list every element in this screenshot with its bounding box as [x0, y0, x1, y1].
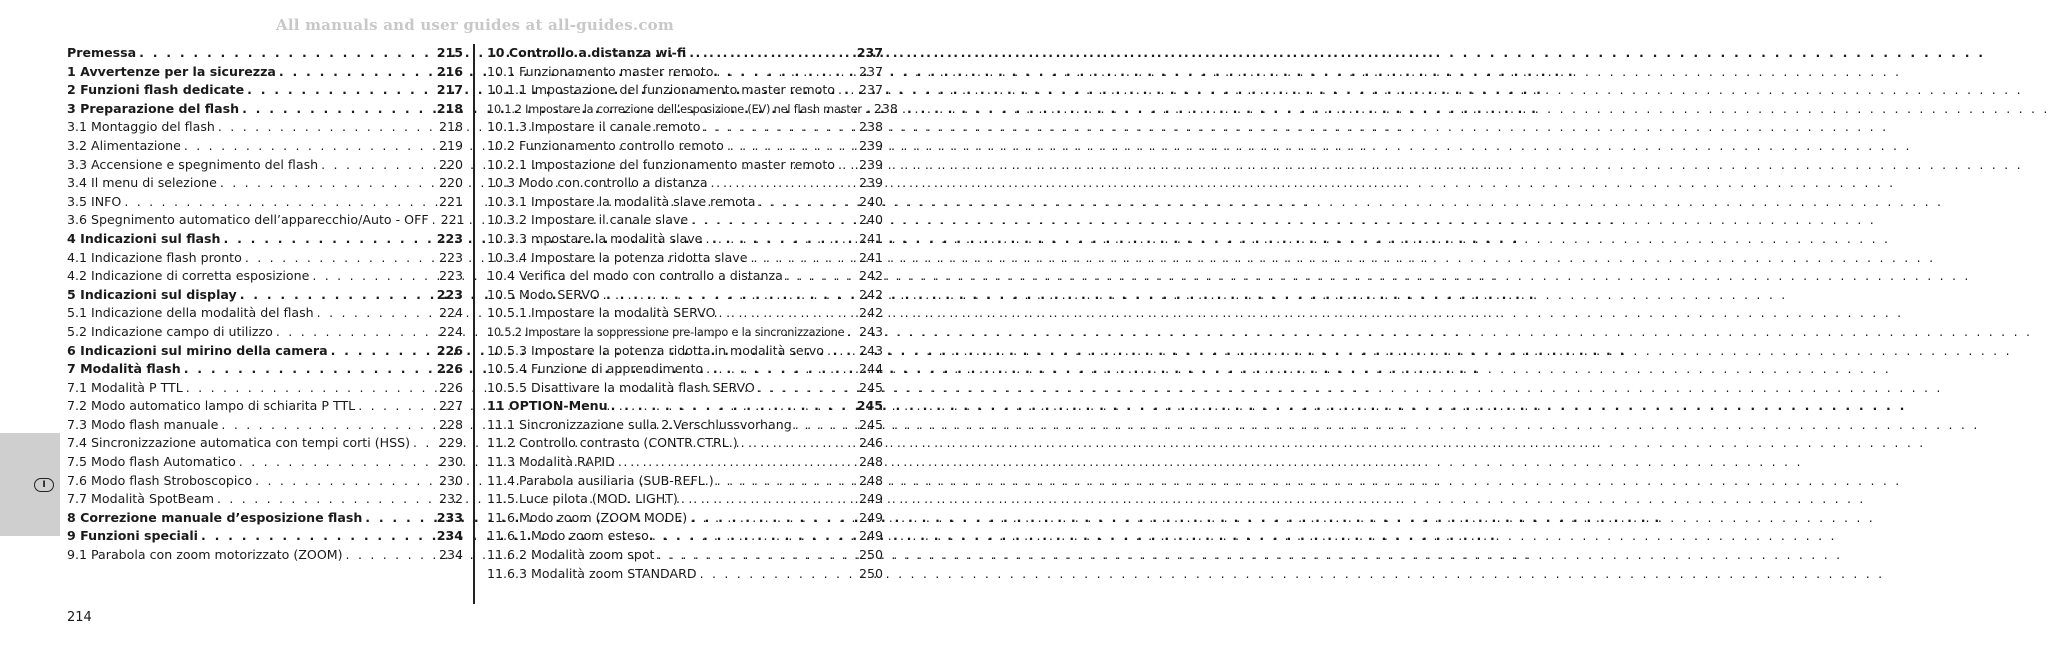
toc-leader-dots	[727, 137, 856, 156]
toc-entry[interactable]	[67, 509, 463, 528]
toc-leader-dots	[847, 323, 856, 342]
toc-leader-dots	[611, 397, 854, 416]
toc-entry-title: 10.1.1 Impostazione del funzionamento master remoto	[487, 82, 835, 98]
toc-entry-page: 241	[858, 249, 883, 265]
toc-entry[interactable]	[487, 44, 883, 63]
toc-leader-dots	[706, 360, 856, 379]
toc-entry-page: 238	[873, 100, 898, 116]
toc-entry-page: 250	[858, 565, 883, 581]
toc-entry-title: 10.1.3 Impostare il canale remoto	[487, 119, 701, 135]
toc-entry[interactable]	[67, 490, 463, 509]
language-badge: I	[34, 478, 54, 492]
toc-entry[interactable]	[67, 397, 463, 416]
toc-entry[interactable]	[67, 118, 463, 137]
toc-entry-title: 9.1 Parabola con zoom motorizzato (ZOOM)	[67, 547, 343, 563]
toc-entry-page: 230	[438, 472, 463, 488]
toc-entry-title: 11.4 Parabola ausiliaria (SUB-REFL.)	[487, 472, 714, 488]
toc-entry-title: 10.3 Modo con controllo a distanza	[487, 175, 708, 191]
toc-entry-title: 4.2 Indicazione di corretta esposizione	[67, 268, 310, 284]
toc-entry-title: 7.1 Modalità P TTL	[67, 379, 183, 395]
toc-leader-dots	[432, 211, 438, 230]
toc-entry-page: 218	[436, 100, 463, 116]
toc-leader-dots	[245, 249, 436, 268]
toc-entry-title: 11.2 Controllo contrasto (CONTR.CTRL.)	[487, 435, 738, 451]
column-divider	[473, 44, 475, 604]
toc-entry-page: 250	[858, 547, 883, 563]
toc-entry[interactable]	[67, 44, 463, 63]
toc-leader-dots	[220, 174, 436, 193]
toc-entry[interactable]	[487, 565, 883, 584]
toc-entry-title: 10.1 Funzionamento master remoto	[487, 63, 714, 79]
toc-entry[interactable]	[67, 304, 463, 323]
toc-entry-title: 5.1 Indicazione della modalità del flash	[67, 305, 314, 321]
toc-entry[interactable]	[67, 174, 463, 193]
toc-entry-title: 2 Funzioni flash dedicate	[67, 82, 245, 98]
toc-entry[interactable]	[67, 230, 463, 249]
toc-leader-dots	[217, 490, 436, 509]
toc-entry[interactable]	[67, 434, 463, 453]
toc-entry-title: 7.2 Modo automatico lampo di schiarita P TTL	[67, 398, 356, 414]
toc-leader-dots	[719, 304, 856, 323]
toc-entry[interactable]	[487, 323, 883, 342]
toc-left-column	[67, 44, 463, 565]
toc-entry[interactable]	[67, 81, 463, 100]
toc-entry-page: 242	[858, 268, 883, 284]
toc-entry-page: 245	[858, 379, 883, 395]
toc-leader-dots	[186, 379, 436, 398]
toc-entry-title: 10.2 Funzionamento controllo remoto	[487, 137, 724, 153]
toc-entry[interactable]	[67, 546, 463, 565]
toc-entry[interactable]	[487, 490, 883, 509]
toc-leader-dots	[221, 416, 436, 435]
toc-entry-title: 7.4 Sincronizzazione automatica con tempi corti (HSS)	[67, 435, 411, 451]
toc-right-column	[487, 44, 898, 583]
toc-leader-dots	[838, 81, 856, 100]
toc-entry[interactable]	[67, 323, 463, 342]
toc-entry[interactable]	[67, 342, 463, 361]
toc-entry[interactable]	[487, 100, 898, 119]
toc-leader-dots	[242, 100, 434, 119]
toc-entry[interactable]	[487, 342, 883, 361]
toc-entry-page: 249	[858, 491, 883, 507]
toc-entry-title: 10.3.1 Impostare la modalità slave remota	[487, 193, 756, 209]
toc-leader-dots	[618, 453, 856, 472]
toc-entry-page: 217	[436, 82, 463, 98]
toc-entry-page: 249	[858, 528, 883, 544]
toc-entry-page: 227	[438, 398, 463, 414]
toc-entry-page: 219	[438, 137, 463, 153]
toc-leader-dots	[139, 44, 434, 63]
toc-leader-dots	[224, 230, 434, 249]
toc-leader-dots	[413, 434, 436, 453]
toc-entry-page: 244	[858, 361, 883, 377]
toc-entry[interactable]	[487, 286, 883, 305]
toc-entry-page: 239	[858, 175, 883, 191]
toc-entry[interactable]	[67, 360, 463, 379]
toc-leader-dots	[184, 360, 434, 379]
toc-entry-title: 1 Avvertenze per la sicurezza	[67, 63, 276, 79]
toc-entry-page: 223	[438, 249, 463, 265]
toc-entry[interactable]	[487, 472, 883, 491]
toc-leader-dots	[758, 193, 856, 212]
toc-entry-page: 223	[438, 268, 463, 284]
toc-entry-page: 243	[858, 323, 883, 339]
toc-entry-title: 10.4 Verifica del modo con controllo a distanza	[487, 268, 783, 284]
toc-entry-page: 246	[858, 435, 883, 451]
toc-entry-title: 11.5 Luce pilota (MOD. LIGHT)	[487, 491, 678, 507]
toc-entry-title: 7.7 Modalità SpotBeam	[67, 491, 214, 507]
toc-entry-page: 234	[436, 528, 463, 544]
toc-entry-page: 249	[858, 509, 883, 525]
toc-entry-title: 5.2 Indicazione campo di utilizzo	[67, 323, 273, 339]
toc-leader-dots	[247, 81, 434, 100]
toc-entry[interactable]	[67, 379, 463, 398]
toc-entry-title: 10.5.1 Impostare la modalità SERVO	[487, 305, 716, 321]
toc-entry-title: 10.2.1 Impostazione del funzionamento master remoto	[487, 156, 835, 172]
toc-leader-dots	[201, 527, 434, 546]
toc-entry-page: 245	[858, 416, 883, 432]
toc-entry-title: 11.3 Modalità RAPID	[487, 454, 615, 470]
toc-entry-title: 3.2 Alimentazione	[67, 137, 181, 153]
toc-entry-page: 242	[858, 286, 883, 302]
toc-leader-dots	[838, 156, 856, 175]
toc-entry[interactable]	[487, 453, 883, 472]
toc-entry-title: 10.3.2 Impostare il canale slave	[487, 212, 689, 228]
toc-entry-title: 10.5.4 Funzione di apprendimento	[487, 361, 704, 377]
toc-entry-page: 240	[858, 193, 883, 209]
toc-entry-title: 11 OPTION-Menu	[487, 398, 608, 414]
toc-entry-page: 221	[440, 212, 465, 228]
toc-entry-page: 223	[436, 286, 463, 302]
toc-entry-title: 11.6.3 Modalità zoom STANDARD	[487, 565, 697, 581]
toc-entry[interactable]	[67, 156, 463, 175]
toc-entry-page: 220	[438, 156, 463, 172]
toc-entry[interactable]	[487, 546, 883, 565]
toc-entry-page: 221	[438, 193, 463, 209]
toc-leader-dots	[827, 342, 856, 361]
toc-entry-page: 237	[858, 82, 883, 98]
toc-leader-dots	[681, 490, 856, 509]
toc-entry-title: 11.6 Modo zoom (ZOOM MODE)	[487, 509, 688, 525]
toc-entry-page: 220	[438, 175, 463, 191]
toc-entry-page: 237	[856, 45, 883, 60]
toc-entry-title: 4.1 Indicazione flash pronto	[67, 249, 242, 265]
toc-entry-title: Premessa	[67, 45, 137, 60]
toc-entry-title: 11.1 Sincronizzazione sulla 2.Verschlussvorhang	[487, 416, 792, 432]
toc-leader-dots	[321, 156, 436, 175]
toc-entry[interactable]	[487, 360, 883, 379]
toc-entry-page: 230	[438, 454, 463, 470]
toc-entry-title: 10.3.3 mpostare la modalità slave	[487, 230, 703, 246]
toc-entry[interactable]	[67, 63, 463, 82]
toc-leader-dots	[750, 249, 855, 268]
toc-entry-page: 240	[858, 212, 883, 228]
toc-entry-title: 7.5 Modo flash Automatico	[67, 454, 236, 470]
toc-entry[interactable]	[487, 156, 883, 175]
toc-entry-title: 6 Indicazioni sul mirino della camera	[67, 342, 328, 358]
toc-leader-dots	[279, 63, 434, 82]
toc-entry[interactable]	[487, 397, 883, 416]
page-number: 214	[67, 610, 92, 625]
toc-entry-page: 216	[436, 63, 463, 79]
toc-leader-dots	[716, 63, 856, 82]
toc-leader-dots	[758, 379, 856, 398]
toc-entry-page: 228	[438, 416, 463, 432]
toc-leader-dots	[317, 304, 436, 323]
toc-entry-title: 3.4 Il menu di selezione	[67, 175, 217, 191]
toc-entry[interactable]	[67, 527, 463, 546]
toc-entry-page: 238	[858, 119, 883, 135]
toc-entry-title: 11.6.2 Modalità zoom spot	[487, 547, 655, 563]
toc-entry-title: 10.5.3 Impostare la potenza ridotta in modalità servo	[487, 342, 824, 358]
toc-entry-title: 3.1 Montaggio del flash	[67, 119, 215, 135]
toc-leader-dots	[239, 453, 436, 472]
toc-entry-page: 226	[436, 342, 463, 358]
toc-entry[interactable]	[487, 230, 883, 249]
toc-entry-title: 10.3.4 Impostare la potenza ridotta slave	[487, 249, 748, 265]
toc-entry-title: 8 Correzione manuale d’esposizione flash	[67, 509, 363, 525]
toc-entry-page: 237	[858, 63, 883, 79]
toc-entry-title: 10.5.2 Impostare la soppressione pre-lampo e la sincronizzazione	[487, 325, 845, 339]
toc-entry-page: 215	[436, 45, 463, 60]
toc-leader-dots	[276, 323, 436, 342]
toc-leader-dots	[700, 565, 856, 584]
toc-leader-dots	[711, 174, 856, 193]
toc-entry[interactable]	[67, 286, 463, 305]
toc-entry-title: 10 Controllo a distanza wi-fi	[487, 45, 687, 60]
toc-leader-dots	[365, 509, 433, 528]
toc-entry-title: 5 Indicazioni sul display	[67, 286, 237, 302]
toc-entry-page: 239	[858, 137, 883, 153]
toc-leader-dots	[652, 527, 856, 546]
toc-entry[interactable]	[487, 304, 883, 323]
toc-entry-page: 226	[438, 379, 463, 395]
toc-entry-page: 229	[438, 435, 463, 451]
toc-entry[interactable]	[67, 249, 463, 268]
toc-entry-title: 3.5 INFO	[67, 193, 122, 209]
toc-leader-dots	[689, 44, 853, 63]
toc-leader-dots	[124, 193, 436, 212]
toc-entry-page: 241	[858, 230, 883, 246]
toc-entry-page: 218	[438, 119, 463, 135]
toc-entry[interactable]	[487, 211, 883, 230]
toc-entry[interactable]	[487, 81, 883, 100]
toc-entry[interactable]	[67, 267, 463, 286]
toc-entry-title: 7.3 Modo flash manuale	[67, 416, 219, 432]
toc-entry-page: 245	[856, 398, 883, 414]
toc-entry[interactable]	[67, 416, 463, 435]
toc-leader-dots	[658, 546, 856, 565]
toc-leader-dots	[703, 118, 855, 137]
toc-leader-dots	[184, 137, 436, 156]
toc-entry-page: 239	[858, 156, 883, 172]
toc-entry[interactable]	[487, 118, 883, 137]
watermark: All manuals and user guides at all-guides.com	[276, 16, 674, 34]
toc-entry-page: 248	[858, 472, 883, 488]
toc-entry[interactable]	[67, 211, 463, 230]
toc-entry-title: 3.6 Spegnimento automatico dell’apparecchio/Auto - OFF	[67, 212, 429, 228]
toc-entry[interactable]	[487, 379, 883, 398]
toc-entry-page: 224	[438, 305, 463, 321]
toc-entry-title: 7.6 Modo flash Stroboscopico	[67, 472, 253, 488]
toc-leader-dots	[255, 472, 436, 491]
toc-entry[interactable]	[487, 137, 883, 156]
toc-entry[interactable]	[487, 193, 883, 212]
toc-leader-dots	[786, 267, 856, 286]
toc-entry-title: 11.6.1 Modo zoom esteso	[487, 528, 649, 544]
toc-leader-dots	[705, 230, 856, 249]
toc-leader-dots	[717, 472, 856, 491]
toc-leader-dots	[603, 286, 856, 305]
toc-entry[interactable]	[67, 137, 463, 156]
toc-entry-title: 3.3 Accensione e spegnimento del flash	[67, 156, 319, 172]
toc-entry-page: 242	[858, 305, 883, 321]
toc-entry-title: 10.5.5 Disattivare la modalità flash SERVO	[487, 379, 755, 395]
toc-entry[interactable]	[487, 527, 883, 546]
toc-leader-dots	[312, 267, 436, 286]
toc-entry-page: 248	[858, 454, 883, 470]
toc-entry[interactable]	[487, 174, 883, 193]
toc-entry-page: 223	[436, 230, 463, 246]
toc-leader-dots	[691, 211, 856, 230]
toc-entry[interactable]	[67, 193, 463, 212]
toc-leader-dots	[741, 434, 856, 453]
toc-leader-dots	[358, 397, 436, 416]
toc-entry[interactable]	[487, 509, 883, 528]
toc-entry[interactable]	[67, 472, 463, 491]
toc-entry-page: 243	[858, 342, 883, 358]
toc-leader-dots	[865, 100, 871, 119]
toc-entry[interactable]	[487, 416, 883, 435]
toc-entry-title: 10.1.2 Impostare la correzione dell’esposizione (EV) nel flash master	[487, 102, 862, 116]
toc-entry-title: 9 Funzioni speciali	[67, 528, 198, 544]
toc-entry[interactable]	[487, 249, 883, 268]
toc-entry-page: 232	[438, 491, 463, 507]
toc-entry[interactable]	[487, 63, 883, 82]
toc-leader-dots	[795, 416, 856, 435]
toc-entry[interactable]	[487, 267, 883, 286]
toc-leader-dots	[240, 286, 434, 305]
toc-entry-page: 224	[438, 323, 463, 339]
toc-entry-page: 234	[438, 547, 463, 563]
toc-leader-dots	[690, 509, 856, 528]
toc-leader-dots	[346, 546, 436, 565]
toc-entry[interactable]	[67, 453, 463, 472]
toc-entry-title: 7 Modalità flash	[67, 361, 181, 377]
toc-entry-page: 226	[436, 361, 463, 377]
toc-leader-dots	[331, 342, 434, 361]
toc-entry[interactable]	[487, 434, 883, 453]
toc-leader-dots	[218, 118, 436, 137]
toc-entry-page: 233	[436, 509, 463, 525]
toc-entry-title: 10.5 Modo SERVO	[487, 286, 600, 302]
toc-entry-title: 4 Indicazioni sul flash	[67, 230, 221, 246]
toc-entry[interactable]	[67, 100, 463, 119]
toc-entry-title: 3 Preparazione del flash	[67, 100, 240, 116]
